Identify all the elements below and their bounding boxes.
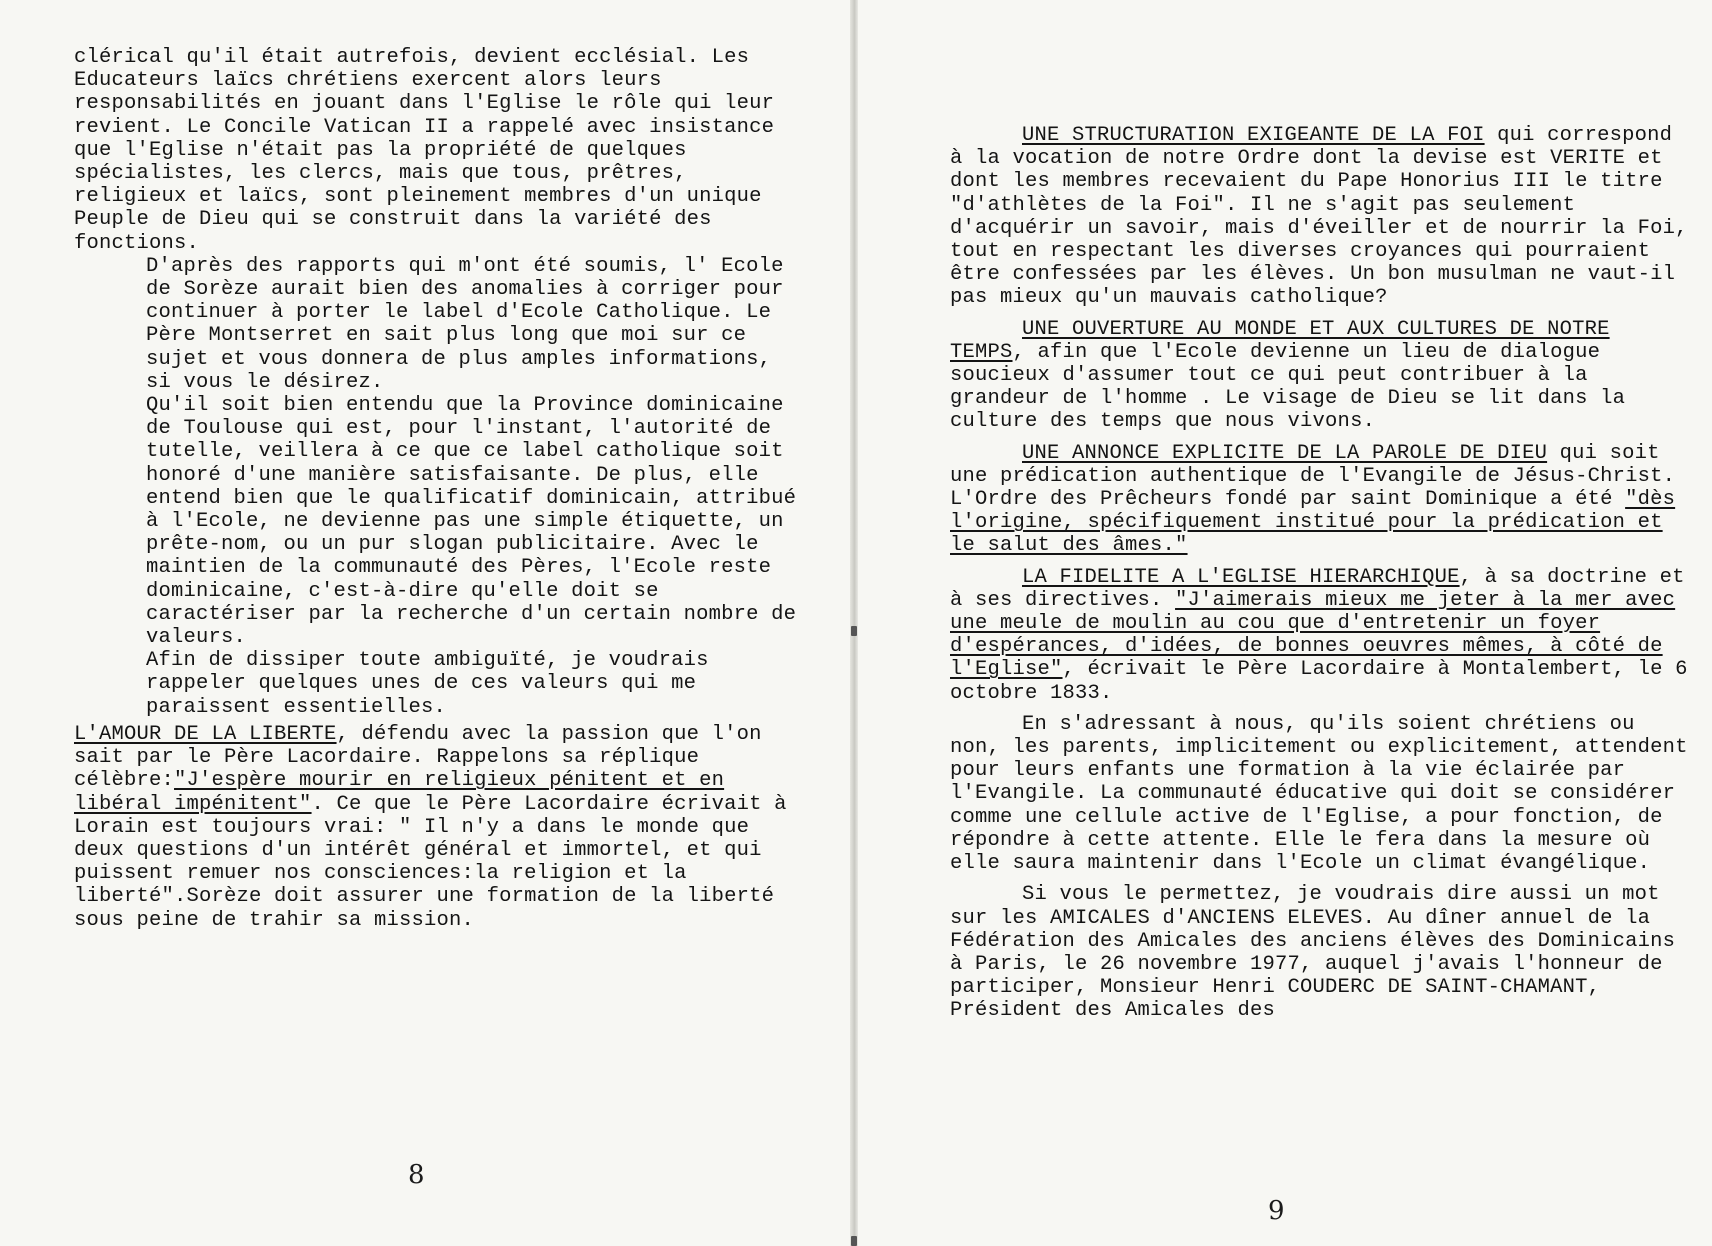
staple	[851, 626, 857, 636]
section-text: . Ce que le Père Lacordaire écrivait à Lorain est toujours vrai: " Il n'y a dans le monde que deux questions d'un intérêt général et immortel, et qui puissent remuer nos consciences:la religion et la liberté".Sorèze doit assurer une formation de la liberté sous peine de trahir sa mission.	[74, 792, 787, 932]
right-item-4	[950, 566, 1688, 705]
section-text: , à sa doctrine et à ses directives.	[950, 565, 1685, 612]
left-paragraph-5	[74, 723, 804, 932]
left-paragraph-2: D'après des rapports qui m'ont été soumis, l' Ecole de Sorèze aurait bien des anomalies à corriger pour continuer à porter le label d'Ecole Catholique. Le Père Montserret en sait plus long que moi sur ce sujet et vous donnera de plus amples informations, si vous le désirez.	[146, 254, 784, 394]
section-text: qui soit une prédication authentique de l'Evangile de Jésus-Christ. L'Ordre des Prêcheurs fondé par saint Dominique a été	[950, 441, 1676, 512]
right-item-3	[950, 442, 1688, 558]
booklet-gutter	[850, 0, 858, 1246]
right-item-2	[950, 318, 1688, 434]
page-number-right: 9	[1268, 1196, 1285, 1226]
section-text: qui correspond à la vocation de notre Ordre dont la devise est VERITE et dont les membres recevaient du Pape Honorius III le titre "d'athlètes de la Foi". Il ne s'agit pas seulement d'acquérir un savoir, mais d'éveiller et de nourrir la Foi, tout en respectant les diverses croyances qui pourraient être confessées par les élèves. Un bon musulman ne vaut-il pas mieux qu'un mauvais catholique?	[950, 124, 1688, 310]
right-paragraph-1: En s'adressant à nous, qu'ils soient chrétiens ou non, les parents, implicitement ou explicitement, attendent pour leurs enfants une formation à la vie éclairée par l'Evangile. La communauté éducative qui doit se considérer comme une cellule active de l'Eglise, a pour fonction, de répondre à cette attente. Elle le fera dans la mesure où elle saura maintenir dans l'Ecole un climat évangélique.	[950, 712, 1688, 876]
section-text: , afin que l'Ecole devienne un lieu de dialogue soucieux d'assumer tout ce qui peut contribuer à la grandeur de l'homme . Le visage de Dieu se lit dans la culture des temps que nous vivons.	[950, 340, 1626, 434]
section-heading: LA FIDELITE A L'EGLISE HIERARCHIQUE	[1022, 565, 1460, 589]
left-paragraph-1: clérical qu'il était autrefois, devient ecclésial. Les Educateurs laïcs chrétiens exercent alors leurs responsabilités en jouant dans l'Eglise le rôle qui leur revient. Le Concile Vatican II a rappelé avec insistance que l'Eglise n'était pas la propriété de quelques spécialistes, les clercs, mais que tous, prêtres, religieux et laïcs, sont pleinement membres d'un unique Peuple de Dieu qui se construit dans la variété des fonctions.	[74, 46, 775, 255]
left-page	[74, 46, 804, 932]
left-paragraph-3: Qu'il soit bien entendu que la Province dominicaine de Toulouse qui est, pour l'instant, l'autorité de tutelle, veillera à ce que ce label catholique soit honoré d'une manière satisfaisante. De plus, elle entend bien que le qualificatif dominicain, attribué à l'Ecole, ne devienne pas une simple étiquette, un prête-nom, ou un pur slogan publicitaire. Avec le maintien de la communauté des Pères, l'Ecole reste dominicaine, c'est-à-dire qu'elle doit se caractériser par la recherche d'un certain nombre de valeurs.	[146, 394, 797, 650]
right-item-1	[950, 124, 1688, 310]
section-text: , défendu avec la passion que l'on sait par le Père Lacordaire. Rappelons sa réplique célèbre:	[74, 722, 762, 793]
section-heading: L'AMOUR DE LA LIBERTE	[74, 722, 337, 746]
section-quote: "J'aimerais mieux me jeter à la mer avec une meule de moulin au cou que d'entretenir un foyer d'espérances, d'idées, de bonnes oeuvres mêmes, à côté de l'Eglise"	[950, 588, 1676, 682]
section-heading: UNE ANNONCE EXPLICITE DE LA PAROLE DE DIEU	[1022, 441, 1548, 465]
section-heading: UNE OUVERTURE AU MONDE ET AUX CULTURES DE NOTRE TEMPS	[950, 317, 1610, 364]
section-heading: UNE STRUCTURATION EXIGEANTE DE LA FOI	[1022, 124, 1485, 147]
section-quote: "dès l'origine, spécifiquement institué pour la prédication et le salut des âmes."	[950, 488, 1676, 558]
page-number-left: 8	[408, 1160, 425, 1190]
staple	[851, 1236, 857, 1246]
left-paragraph-4: Afin de dissiper toute ambiguïté, je voudrais rappeler quelques unes de ces valeurs qui me paraissent essentielles.	[146, 649, 709, 719]
section-quote: "J'espère mourir en religieux pénitent et en libéral impénitent"	[74, 769, 725, 816]
right-paragraph-2: Si vous le permettez, je voudrais dire aussi un mot sur les AMICALES d'ANCIENS ELEVES. Au dîner annuel de la Fédération des Amicales des anciens élèves des Dominicains à Paris, le 26 novembre 1977, auquel j'avais l'honneur de participer, Monsieur Henri COUDERC DE SAINT-CHAMANT, Président des Amicales des	[950, 883, 1676, 1023]
section-text: , écrivait le Père Lacordaire à Montalembert, le 6 octobre 1833.	[950, 658, 1688, 705]
right-page	[950, 124, 1688, 1023]
